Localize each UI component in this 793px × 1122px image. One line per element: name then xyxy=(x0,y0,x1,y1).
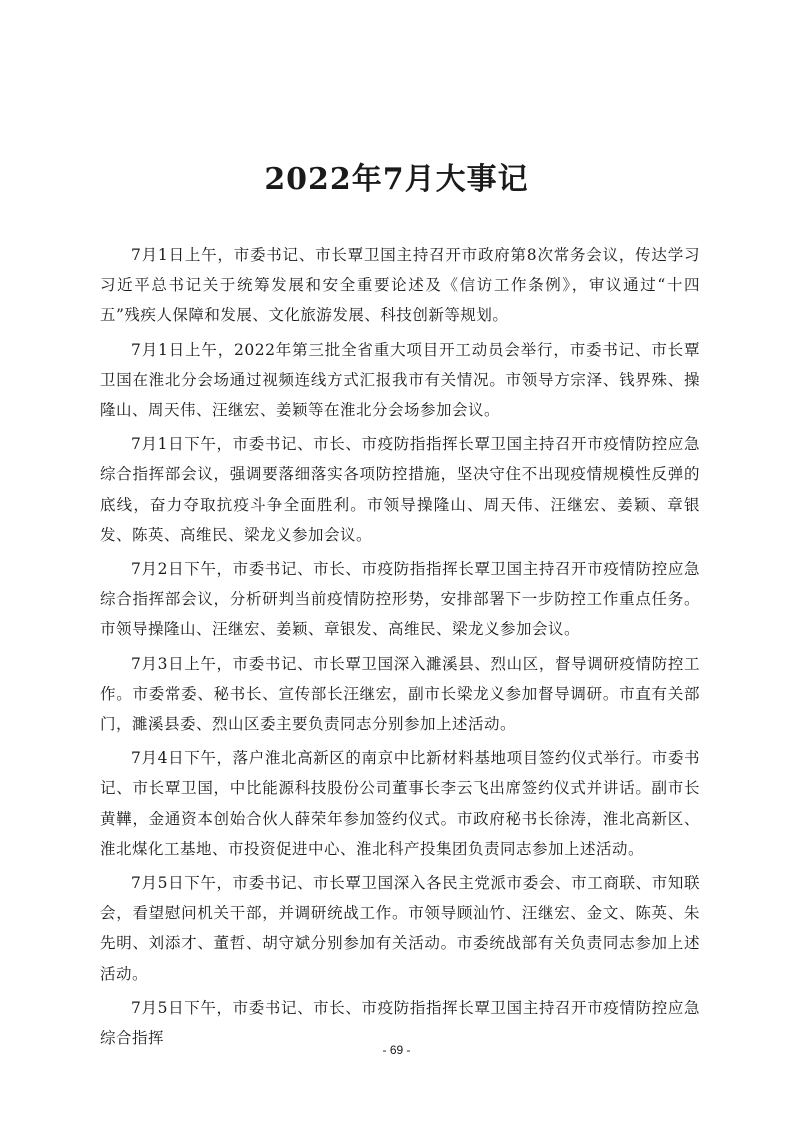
paragraph: 7月1日上午，2022年第三批全省重大项目开工动员会举行，市委书记、市长覃卫国在淮北分会场通过视频连线方式汇报我市有关情况。市领导方宗泽、钱界殊、操隆山、周天伟、汪继宏、姜颖等在淮北分会场参加会议。 xyxy=(100,340,700,420)
page-title: 2022年7月大事记 xyxy=(264,162,529,197)
paragraph: 7月5日下午，市委书记、市长覃卫国深入各民主党派市委会、市工商联、市知联会，看望慰问机关干部，并调研统战工作。市领导顾汕竹、汪继宏、金文、陈英、朱先明、刘添才、董哲、胡守斌分别参加有关活动。市委统战部有关负责同志参加上述活动。 xyxy=(100,874,700,983)
paragraph: 7月1日上午，市委书记、市长覃卫国主持召开市政府第8次常务会议，传达学习习近平总书记关于统筹发展和安全重要论述及《信访工作条例》，审议通过“十四五”残疾人保障和发展、文化旅游发展、科技创新等规划。 xyxy=(100,246,700,325)
paragraph: 7月1日下午，市委书记、市长、市疫防指指挥长覃卫国主持召开市疫情防控应急综合指挥部会议，强调要落细落实各项防控措施，坚决守住不出现疫情规模性反弹的底线，奋力夺取抗疫斗争全面胜利。市领导操隆山、周天伟、汪继宏、姜颖、章银发、陈英、高维民、梁龙义参加会议。 xyxy=(100,435,700,544)
paragraph: 7月4日下午，落户淮北高新区的南京中比新材料基地项目签约仪式举行。市委书记、市长覃卫国，中比能源科技股份公司董事长李云飞出席签约仪式并讲话。副市长黄鞾，金通资本创始合伙人薛荣年参加签约仪式。市政府秘书长徐涛，淮北高新区、淮北煤化工基地、市投资促进中心、淮北科产投集团负责同志参加上述活动。 xyxy=(100,749,700,858)
page-number: - 69 - xyxy=(382,1043,411,1057)
document-body xyxy=(100,240,700,1057)
paragraph: 7月2日下午，市委书记、市长、市疫防指指挥长覃卫国主持召开市疫情防控应急综合指挥部会议，分析研判当前疫情防控形势，安排部署下一步防控工作重点任务。市领导操隆山、汪继宏、姜颖、章银发、高维民、梁龙义参加会议。 xyxy=(100,560,700,639)
paragraph: 7月5日下午，市委书记、市长、市疫防指指挥长覃卫国主持召开市疫情防控应急综合指挥 xyxy=(100,998,700,1048)
paragraph: 7月3日上午，市委书记、市长覃卫国深入濉溪县、烈山区，督导调研疫情防控工作。市委常委、秘书长、宣传部长汪继宏，副市长梁龙义参加督导调研。市直有关部门，濉溪县委、烈山区委主要负责同志分别参加上述活动。 xyxy=(100,654,700,734)
